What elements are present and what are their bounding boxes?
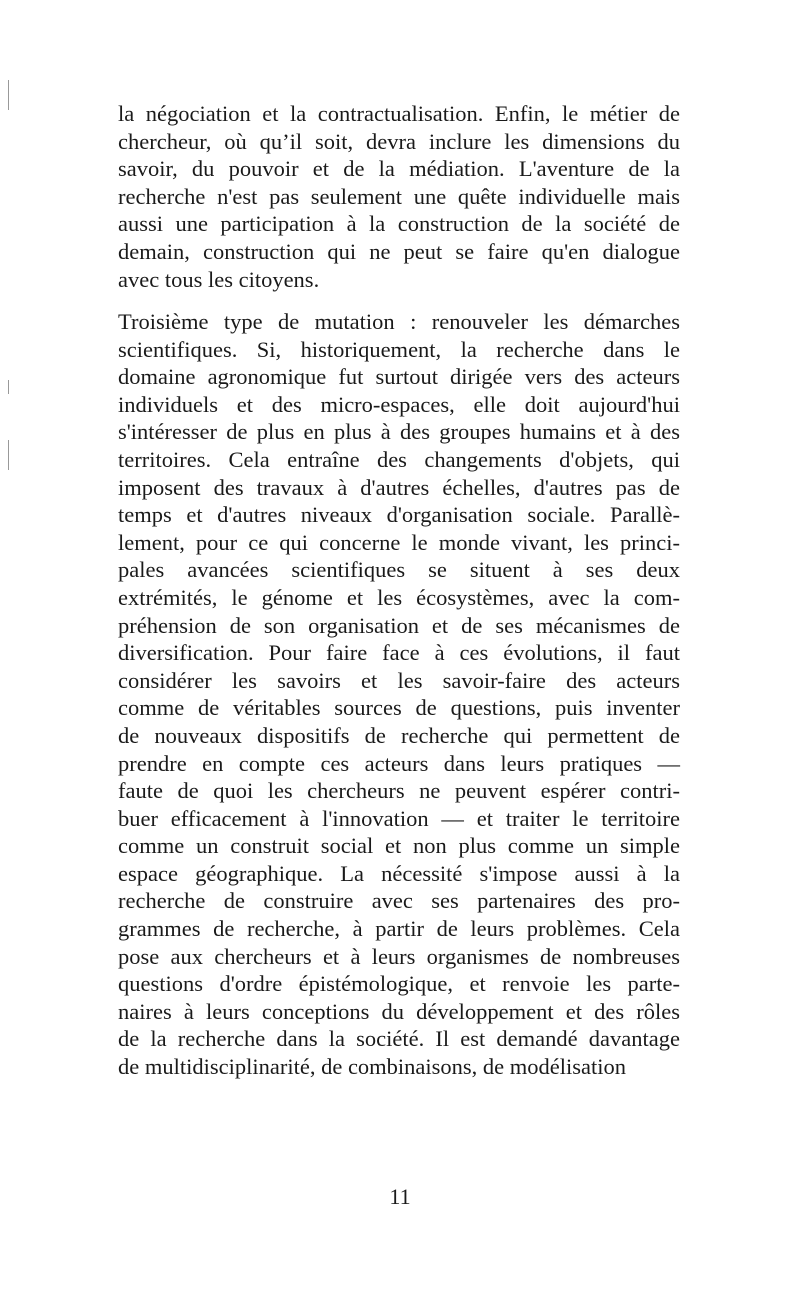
text-line: demain, construction qui ne peut se faire qu'en dialogue bbox=[118, 238, 680, 264]
page-number: 11 bbox=[389, 1184, 411, 1209]
paragraph-2 bbox=[118, 308, 680, 1081]
text-line: diversification. Pour faire face à ces évolutions, il faut bbox=[118, 640, 680, 666]
text-line: temps et d'autres niveaux d'organisation sociale. Parallè- bbox=[118, 502, 680, 528]
text-line: avec tous les citoyens. bbox=[118, 266, 320, 292]
text-line: de la recherche dans la société. Il est demandé davantage bbox=[118, 1026, 680, 1052]
text-line: de nouveaux dispositifs de recherche qui permettent de bbox=[118, 722, 680, 748]
text-line: scientifiques. Si, historiquement, la recherche dans le bbox=[118, 336, 680, 362]
text-line: la négociation et la contractualisation. Enfin, le métier de bbox=[118, 101, 680, 126]
text-line: comme de véritables sources de questions, puis inventer bbox=[118, 695, 680, 721]
text-line: grammes de recherche, à partir de leurs problèmes. Cela bbox=[118, 916, 680, 942]
text-line: s'intéresser de plus en plus à des groupes humains et à des bbox=[118, 419, 680, 445]
text-line: prendre en compte ces acteurs dans leurs pratiques — bbox=[118, 750, 680, 776]
text-line: espace géographique. La nécessité s'impose aussi à la bbox=[118, 860, 680, 886]
text-line: aussi une participation à la construction de la société de bbox=[118, 211, 680, 237]
text-line: recherche de construire avec ses partenaires des pro- bbox=[118, 888, 680, 914]
text-line: chercheur, où qu’il soit, devra inclure les dimensions du bbox=[118, 128, 680, 154]
text-line: savoir, du pouvoir et de la médiation. L'aventure de la bbox=[118, 156, 680, 182]
text-line: comme un construit social et non plus comme un simple bbox=[118, 833, 680, 859]
text-line: lement, pour ce qui concerne le monde vivant, les princi- bbox=[118, 529, 680, 555]
text-line: recherche n'est pas seulement une quête individuelle mais bbox=[118, 183, 680, 209]
text-line: Troisième type de mutation : renouveler les démarches bbox=[118, 309, 680, 334]
text-line: individuels et des micro-espaces, elle doit aujourd'hui bbox=[118, 391, 680, 417]
scan-margin-mark bbox=[8, 440, 9, 470]
text-line: préhension de son organisation et de ses mécanismes de bbox=[118, 612, 680, 638]
text-line: buer efficacement à l'innovation — et traiter le territoire bbox=[118, 805, 680, 831]
text-line: imposent des travaux à d'autres échelles, d'autres pas de bbox=[118, 474, 680, 500]
text-line: territoires. Cela entraîne des changements d'objets, qui bbox=[118, 446, 680, 472]
paragraph-1 bbox=[118, 100, 680, 293]
text-line: naires à leurs conceptions du développement et des rôles bbox=[118, 998, 680, 1024]
text-line: extrémités, le génome et les écosystèmes, avec la com- bbox=[118, 584, 680, 610]
text-line: considérer les savoirs et les savoir-faire des acteurs bbox=[118, 667, 680, 693]
text-line: pales avancées scientifiques se situent à ses deux bbox=[118, 557, 680, 583]
text-line: domaine agronomique fut surtout dirigée vers des acteurs bbox=[118, 364, 680, 390]
text-line: pose aux chercheurs et à leurs organismes de nombreuses bbox=[118, 943, 680, 969]
scan-margin-mark bbox=[8, 80, 9, 110]
text-line: de multidisciplinarité, de combinaisons, de modélisation bbox=[118, 1054, 627, 1080]
text-line: faute de quoi les chercheurs ne peuvent espérer contri- bbox=[118, 778, 680, 804]
text-line: questions d'ordre épistémologique, et renvoie les parte- bbox=[118, 971, 680, 997]
scan-margin-mark bbox=[8, 380, 9, 394]
